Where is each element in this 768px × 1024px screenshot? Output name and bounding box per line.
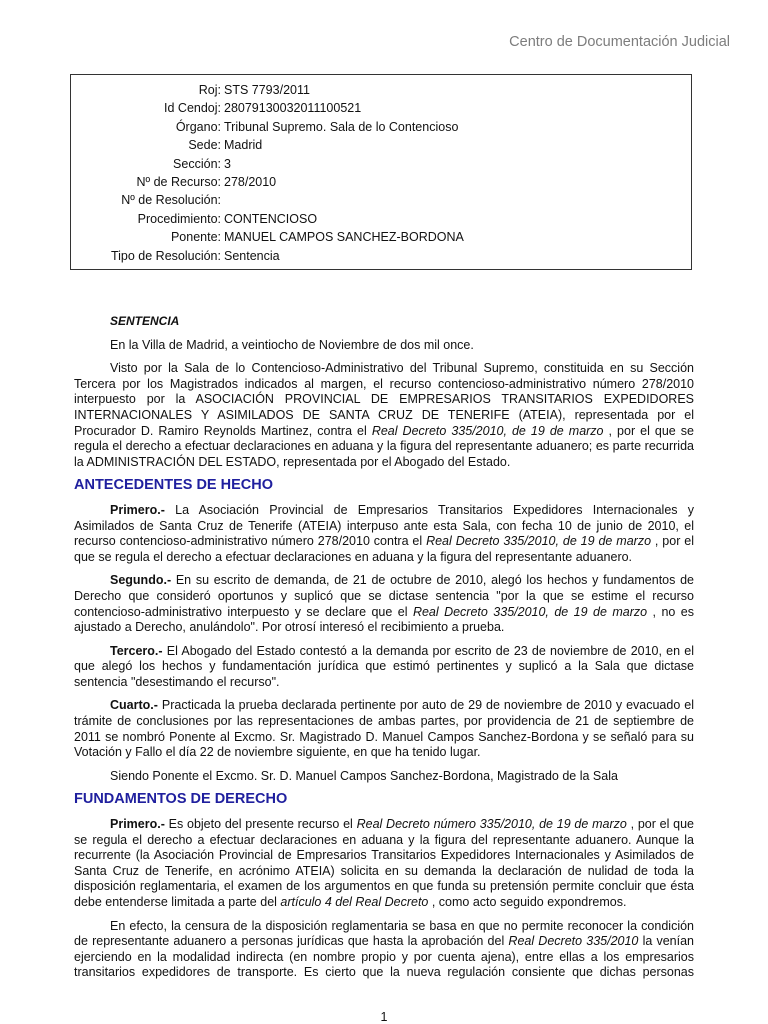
metadata-label: Ponente: — [170, 230, 221, 245]
metadata-label: Sede: — [188, 138, 221, 153]
metadata-value: Sentencia — [224, 248, 280, 263]
metadata-value: Tribunal Supremo. Sala de lo Contencioso — [224, 119, 459, 134]
metadata-value: 278/2010 — [224, 175, 277, 190]
antecedente-primero: Primero.- La Asociación Provincial de Empresarios Transitarios Expedidores Internacionales y Asimilados de Santa Cruz de Tenerife (ATEIA) interpuso ante esta Sala, con fecha 10 de junio de 2010, el recurso contencioso-administrativo número 278/2010 contra el Real Decreto 335/2010, de 19 de marzo , por el que se regula el derecho a efectuar declaraciones en aduana y la figura del representante aduanero. — [74, 502, 695, 564]
metadata-row — [71, 210, 464, 228]
metadata-row — [71, 118, 464, 136]
decree-reference: Real Decreto 335/2010 — [508, 934, 639, 949]
metadata-row — [71, 81, 464, 99]
metadata-value: CONTENCIOSO — [224, 211, 318, 226]
antecedente-segundo: Segundo.- En su escrito de demanda, de 21 de octubre de 2010, alegó los hechos y fundamentos de Derecho que consideró oportunos y suplicó que se dictase sentencia "por la que se estime el recurso contencioso-administrativo interpuesto y se declare que el Real Decreto 335/2010, de 19 de marzo , no es ajustado a Derecho, anulándolo". Por otrosí interesó el recibimiento a prueba. — [74, 573, 694, 635]
intro-paragraph-1: En la Villa de Madrid, a veintiocho de Noviembre de dos mil once. — [110, 337, 474, 352]
metadata-value: Madrid — [224, 138, 263, 153]
antecedente-tercero: Tercero.- El Abogado del Estado contestó a la demanda por escrito de 23 de noviembre de 2010, en el que alegó los hechos y fundamentación jurídica que estimó pertinentes y suplicó a la Sala que dictase sentencia "desestimando el recurso". — [74, 643, 694, 689]
metadata-value — [221, 191, 224, 209]
metadata-label: Nº de Resolución: — [121, 193, 221, 208]
document-center-title: Centro de Documentación Judicial — [509, 34, 730, 50]
metadata-row — [71, 136, 464, 154]
metadata-value: STS 7793/2011 — [224, 83, 310, 97]
metadata-value: 28079130032011100521 — [224, 101, 362, 116]
fundamentos-heading: FUNDAMENTOS DE DERECHO — [74, 791, 288, 808]
metadata-label: Órgano: — [175, 119, 221, 134]
intro-paragraph-2: Visto por la Sala de lo Contencioso-Administrativo del Tribunal Supremo, constituida en su Sección Tercera por los Magistrados indicados al margen, el recurso contencioso-administrativo número 278/2010 interpuesto por la ASOCIACIÓN PROVINCIAL DE EMPRESARIOS TRANSITARIOS EXPEDIDORES INTERNACIONALES Y ASIMILADOS DE SANTA CRUZ DE TENERIFE (ATEIA), representada por el Procurador D. Ramiro Reynolds Martinez, contra el Real Decreto 335/2010, de 19 de marzo , por el que se regula el derecho a efectuar declaraciones en aduana y la figura del representante aduanero; es parte recurrida la ADMINISTRACIÓN DEL ESTADO, representada por el Abogado del Estado. — [74, 361, 694, 469]
metadata-row — [71, 228, 464, 246]
metadata-value: 3 — [224, 156, 231, 171]
ponente-line: Siendo Ponente el Excmo. Sr. D. Manuel Campos Sanchez-Bordona, Magistrado de la Sala — [110, 768, 618, 783]
decree-reference: Real Decreto 335/2010, de 19 de marzo — [412, 604, 648, 619]
fundamento-primero: Primero.- Es objeto del presente recurso el Real Decreto número 335/2010, de 19 de marzo , por el que se regula el derecho a efectuar declaraciones en aduana y la figura del representante aduanero. Aunque la recurrente (la Asociación Provincial de Empresarios Transitarios Expedidores Internacionales y Asimilados de Santa Cruz de Tenerife, en acrónimo ATEIA) solicita en su demanda la declaración de nulidad de toda la disposición reglamentaria, el examen de los argumentos en que funda su pretensión permite concluir que ésta debe entenderse limitada a parte del artículo 4 del Real Decreto , como acto seguido expondremos. — [74, 817, 694, 909]
metadata-box — [70, 74, 692, 270]
metadata-row — [71, 173, 464, 191]
metadata-label: Nº de Recurso: — [136, 175, 221, 190]
antecedente-cuarto: Cuarto.- Practicada la prueba declarada pertinente por auto de 29 de noviembre de 2010 y evacuado el trámite de conclusiones por las representaciones de ambas partes, por providencia de 21 de septiembre de 2011 se nombró Ponente al Excmo. Sr. Magistrado D. Manuel Campos Sanchez-Bordona y se señaló para su Votación y Fallo el día 22 de noviembre siguiente, en que ha tenido lugar. — [74, 698, 694, 760]
fundamento-paragraph-2: En efecto, la censura de la disposición reglamentaria se basa en que no permite reconocer la condición de representante aduanero a personas jurídicas que hasta la aprobación del Real Decreto 335/2010 la venían ejerciendo en la modalidad indirecta (en nombre propio y por cuenta ajena), entre ellas a los empresarios transitarios expedidores de transporte. Es cierto que la nueva regulación consiente que dichas personas — [74, 918, 695, 980]
decree-reference: Real Decreto número 335/2010, de 19 de marzo — [356, 817, 627, 832]
decree-reference: Real Decreto 335/2010, de 19 de marzo — [371, 423, 604, 438]
document-body — [74, 314, 694, 989]
article-reference: artículo 4 del Real Decreto — [280, 895, 429, 909]
antecedentes-heading: ANTECEDENTES DE HECHO — [74, 477, 273, 494]
metadata-label: Procedimiento: — [137, 211, 221, 226]
page-number: 1 — [380, 1010, 388, 1024]
metadata-table — [71, 81, 464, 265]
metadata-label: Roj: — [198, 83, 221, 97]
metadata-label: Sección: — [173, 156, 221, 171]
metadata-row — [71, 191, 464, 209]
metadata-row — [71, 99, 464, 117]
decree-reference: Real Decreto 335/2010, de 19 de marzo — [426, 534, 652, 549]
metadata-row — [71, 155, 464, 173]
sentencia-title: SENTENCIA — [110, 314, 180, 328]
metadata-label: Id Cendoj: — [164, 101, 221, 116]
metadata-value: MANUEL CAMPOS SANCHEZ-BORDONA — [224, 230, 464, 245]
metadata-label: Tipo de Resolución: — [110, 248, 221, 263]
metadata-row — [71, 247, 464, 265]
